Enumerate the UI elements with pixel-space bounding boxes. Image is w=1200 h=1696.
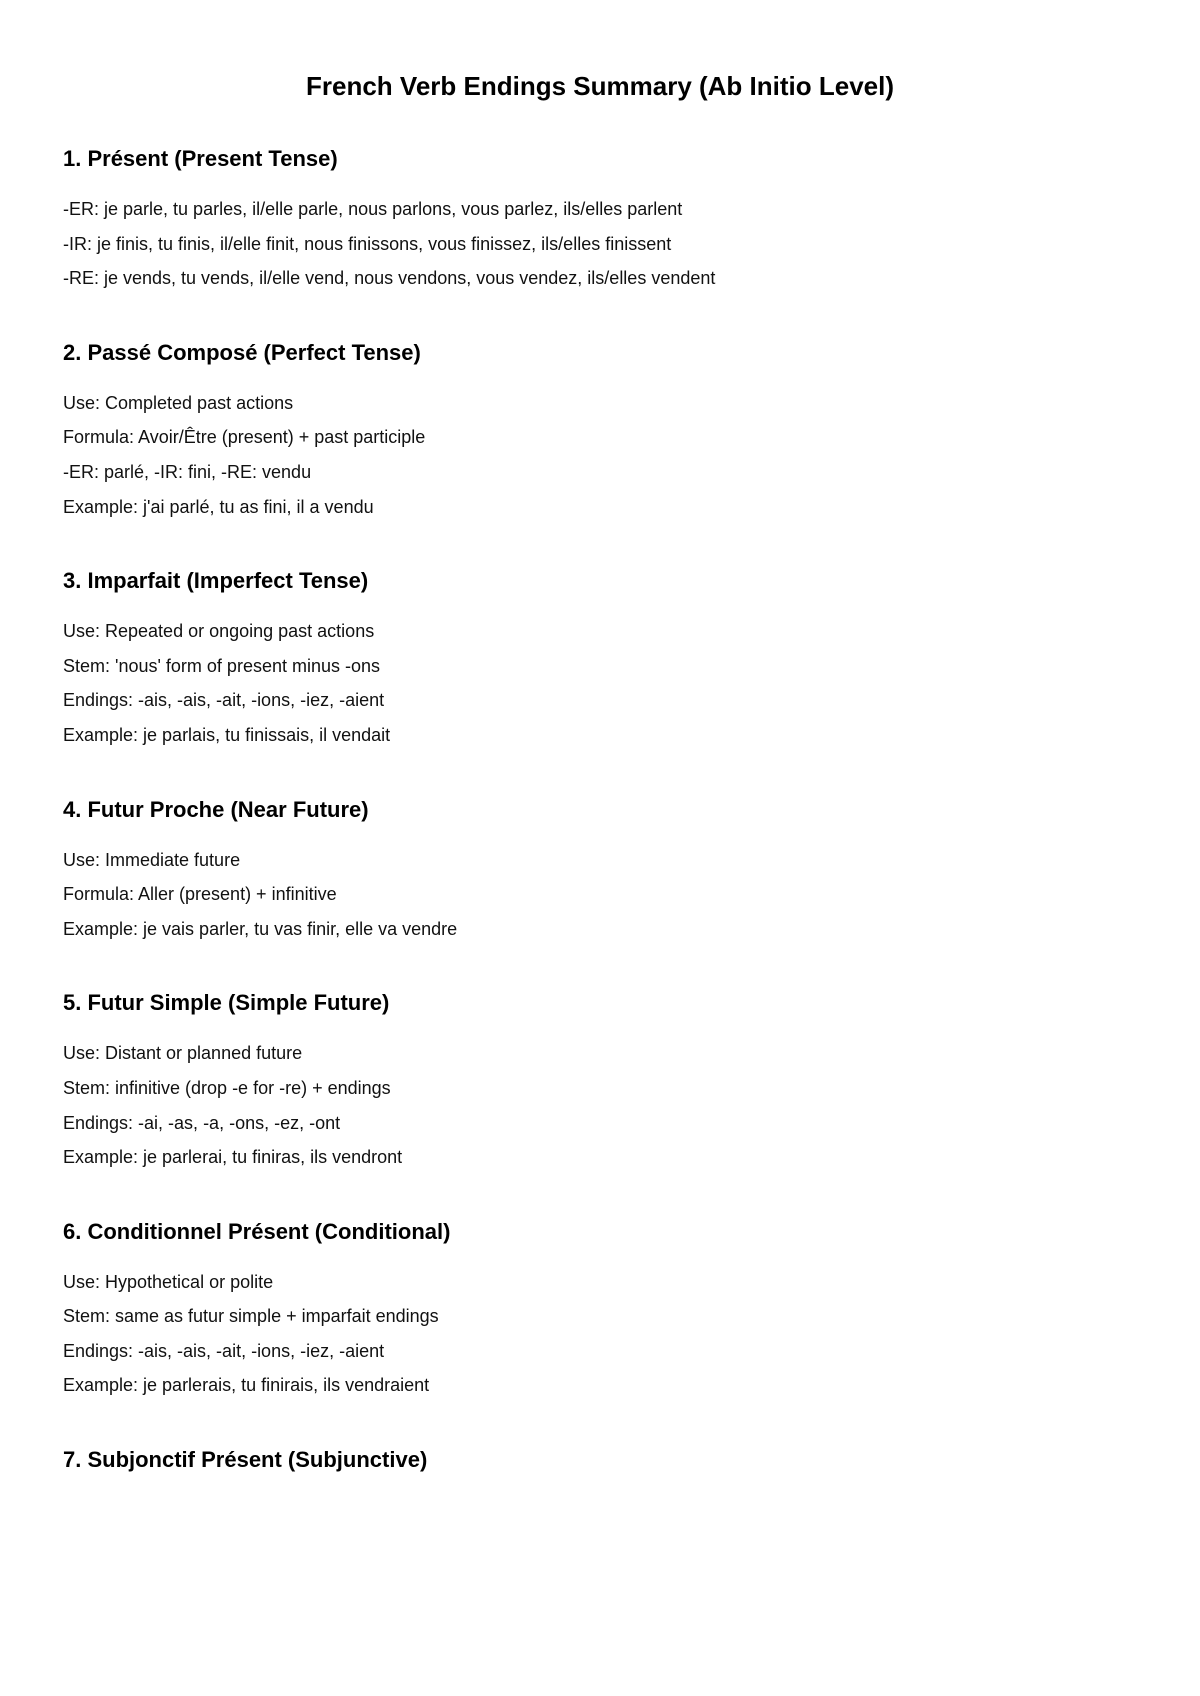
section-line: Formula: Avoir/Être (present) + past participle — [63, 427, 426, 448]
section-lines — [63, 386, 1200, 524]
section-6 — [63, 1217, 1200, 1403]
section-heading: 4. Futur Proche (Near Future) — [63, 796, 369, 822]
section-5 — [63, 988, 1200, 1174]
section-heading: 2. Passé Composé (Perfect Tense) — [63, 339, 421, 365]
section-1 — [63, 144, 1200, 296]
section-line: Use: Immediate future — [63, 849, 241, 870]
section-lines — [63, 1036, 1200, 1174]
section-2 — [63, 338, 1200, 524]
section-line: Use: Distant or planned future — [63, 1043, 303, 1064]
section-4 — [63, 795, 1200, 947]
section-spacer — [63, 296, 1200, 338]
section-line: Endings: -ais, -ais, -ait, -ions, -iez, -aient — [63, 1340, 385, 1361]
section-heading: 6. Conditionnel Présent (Conditional) — [63, 1218, 451, 1244]
section-spacer — [63, 753, 1200, 795]
section-heading: 1. Présent (Present Tense) — [63, 146, 338, 171]
section-line: Endings: -ai, -as, -a, -ons, -ez, -ont — [63, 1112, 341, 1133]
section-line: Stem: same as futur simple + imparfait endings — [63, 1306, 439, 1327]
section-line: Example: je parlerais, tu finirais, ils vendraient — [63, 1375, 430, 1396]
section-line: -IR: je finis, tu finis, il/elle finit, nous finissons, vous finissez, ils/elles finissent — [63, 233, 672, 254]
section-line: -ER: parlé, -IR: fini, -RE: vendu — [63, 461, 312, 482]
section-line: Example: j'ai parlé, tu as fini, il a vendu — [63, 496, 374, 517]
section-line: Stem: 'nous' form of present minus -ons — [63, 655, 381, 676]
section-lines — [63, 1265, 1200, 1403]
section-line: Use: Hypothetical or polite — [63, 1271, 274, 1292]
section-line: Example: je parlais, tu finissais, il vendait — [63, 724, 391, 745]
section-line: Example: je vais parler, tu vas finir, elle va vendre — [63, 918, 458, 939]
section-spacer — [63, 524, 1200, 566]
section-heading: 7. Subjonctif Présent (Subjunctive) — [63, 1447, 428, 1473]
section-3 — [63, 566, 1200, 752]
section-line: Example: je parlerai, tu finiras, ils vendront — [63, 1147, 403, 1168]
document-title: French Verb Endings Summary (Ab Initio Level) — [306, 71, 894, 101]
section-line: -ER: je parle, tu parles, il/elle parle, nous parlons, vous parlez, ils/elles parlent — [63, 199, 683, 219]
sections-container — [63, 144, 1200, 1475]
section-7 — [63, 1445, 1200, 1475]
section-line: Formula: Aller (present) + infinitive — [63, 884, 337, 905]
section-line: Use: Completed past actions — [63, 392, 294, 413]
section-lines — [63, 192, 1200, 296]
section-spacer — [63, 1175, 1200, 1217]
section-line: Stem: infinitive (drop -e for -re) + endings — [63, 1077, 391, 1098]
section-line: Endings: -ais, -ais, -ait, -ions, -iez, -aient — [63, 690, 385, 711]
section-heading: 5. Futur Simple (Simple Future) — [63, 990, 390, 1016]
section-line: -RE: je vends, tu vends, il/elle vend, nous vendons, vous vendez, ils/elles vendent — [63, 268, 716, 289]
section-lines — [63, 843, 1200, 947]
section-line: Use: Repeated or ongoing past actions — [63, 621, 375, 642]
section-spacer — [63, 1403, 1200, 1445]
section-heading: 3. Imparfait (Imperfect Tense) — [63, 568, 369, 594]
section-spacer — [63, 946, 1200, 988]
section-lines — [63, 614, 1200, 752]
